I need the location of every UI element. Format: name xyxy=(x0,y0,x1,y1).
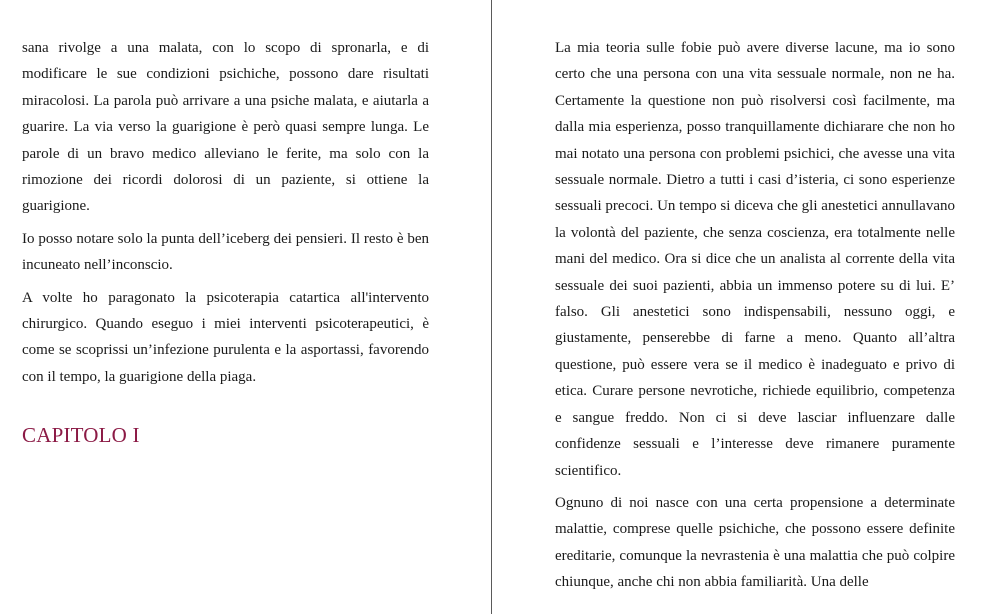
left-paragraph-3: A volte ho paragonato la psicoterapia catartica all'intervento chirurgico. Quando eseguo i miei interventi psicoterapeutici, è come se scoprissi un’infezione purulenta e la asportassi, favorendo con il tempo, la guarigione della piaga. xyxy=(22,289,429,385)
right-page-text xyxy=(555,35,955,602)
left-page xyxy=(0,0,491,614)
right-paragraph-2: Ognuno di noi nasce con una certa propensione a determinate malattie, comprese quelle psichiche, che possono essere definite ereditarie, comunque la nevrastenia è una malattia che può colpire chiunque, anche chi non abbia familiarità. Una delle xyxy=(555,494,955,591)
right-paragraph-1: La mia teoria sulle fobie può avere diverse lacune, ma io sono certo che una persona con una vita sessuale normale, non ne ha. Certamente la questione non può risolversi così facilmente, ma dalla mia esperienza, posso tranquillamente dichiarare che non ho mai notato una persona con problemi psichici, che avesse una vita sessuale normale. Dietro a tutti i casi d’isteria, ci sono esperienze sessuali precoci. Un tempo si diceva che gli anestetici annullavano la volontà del paziente, che senza coscienza, era totalmente nelle mani del medico. Ora si dice che un analista al corrente della vita sessuale dei suoi pazienti, abbia un immenso potere su di lui. E’ falso. Gli anestetici sono indispensabili, nessuno oggi, e giustamente, penserebbe di farne a meno. Quanto all’altra questione, può essere vera se il medico è inadeguato e privo di etica. Curare persone nevrotiche, richiede equilibrio, competenza e sangue freddo. Non ci si deve lasciar influenzare dalle confidenze sessuali e l’interesse deve rimanere puramente scientifico. xyxy=(555,40,955,479)
right-page xyxy=(492,0,993,614)
left-page-text xyxy=(22,35,429,396)
left-paragraph-1: sana rivolge a una malata, con lo scopo di spronarla, e di modificare le sue condizioni psichiche, possono dare risultati miracolosi. La parola può arrivare a una psiche malata, e aiutarla a guarire. La via verso la guarigione è però quasi sempre lunga. Le parole di un bravo medico alleviano le ferite, ma solo con la rimozione dei ricordi dolorosi di un paziente, si ottiene la guarigione. xyxy=(22,40,429,215)
left-paragraph-2: Io posso notare solo la punta dell’iceberg dei pensieri. Il resto è ben incuneato nell’inconscio. xyxy=(22,230,429,274)
chapter-heading: CAPITOLO I xyxy=(22,423,140,447)
